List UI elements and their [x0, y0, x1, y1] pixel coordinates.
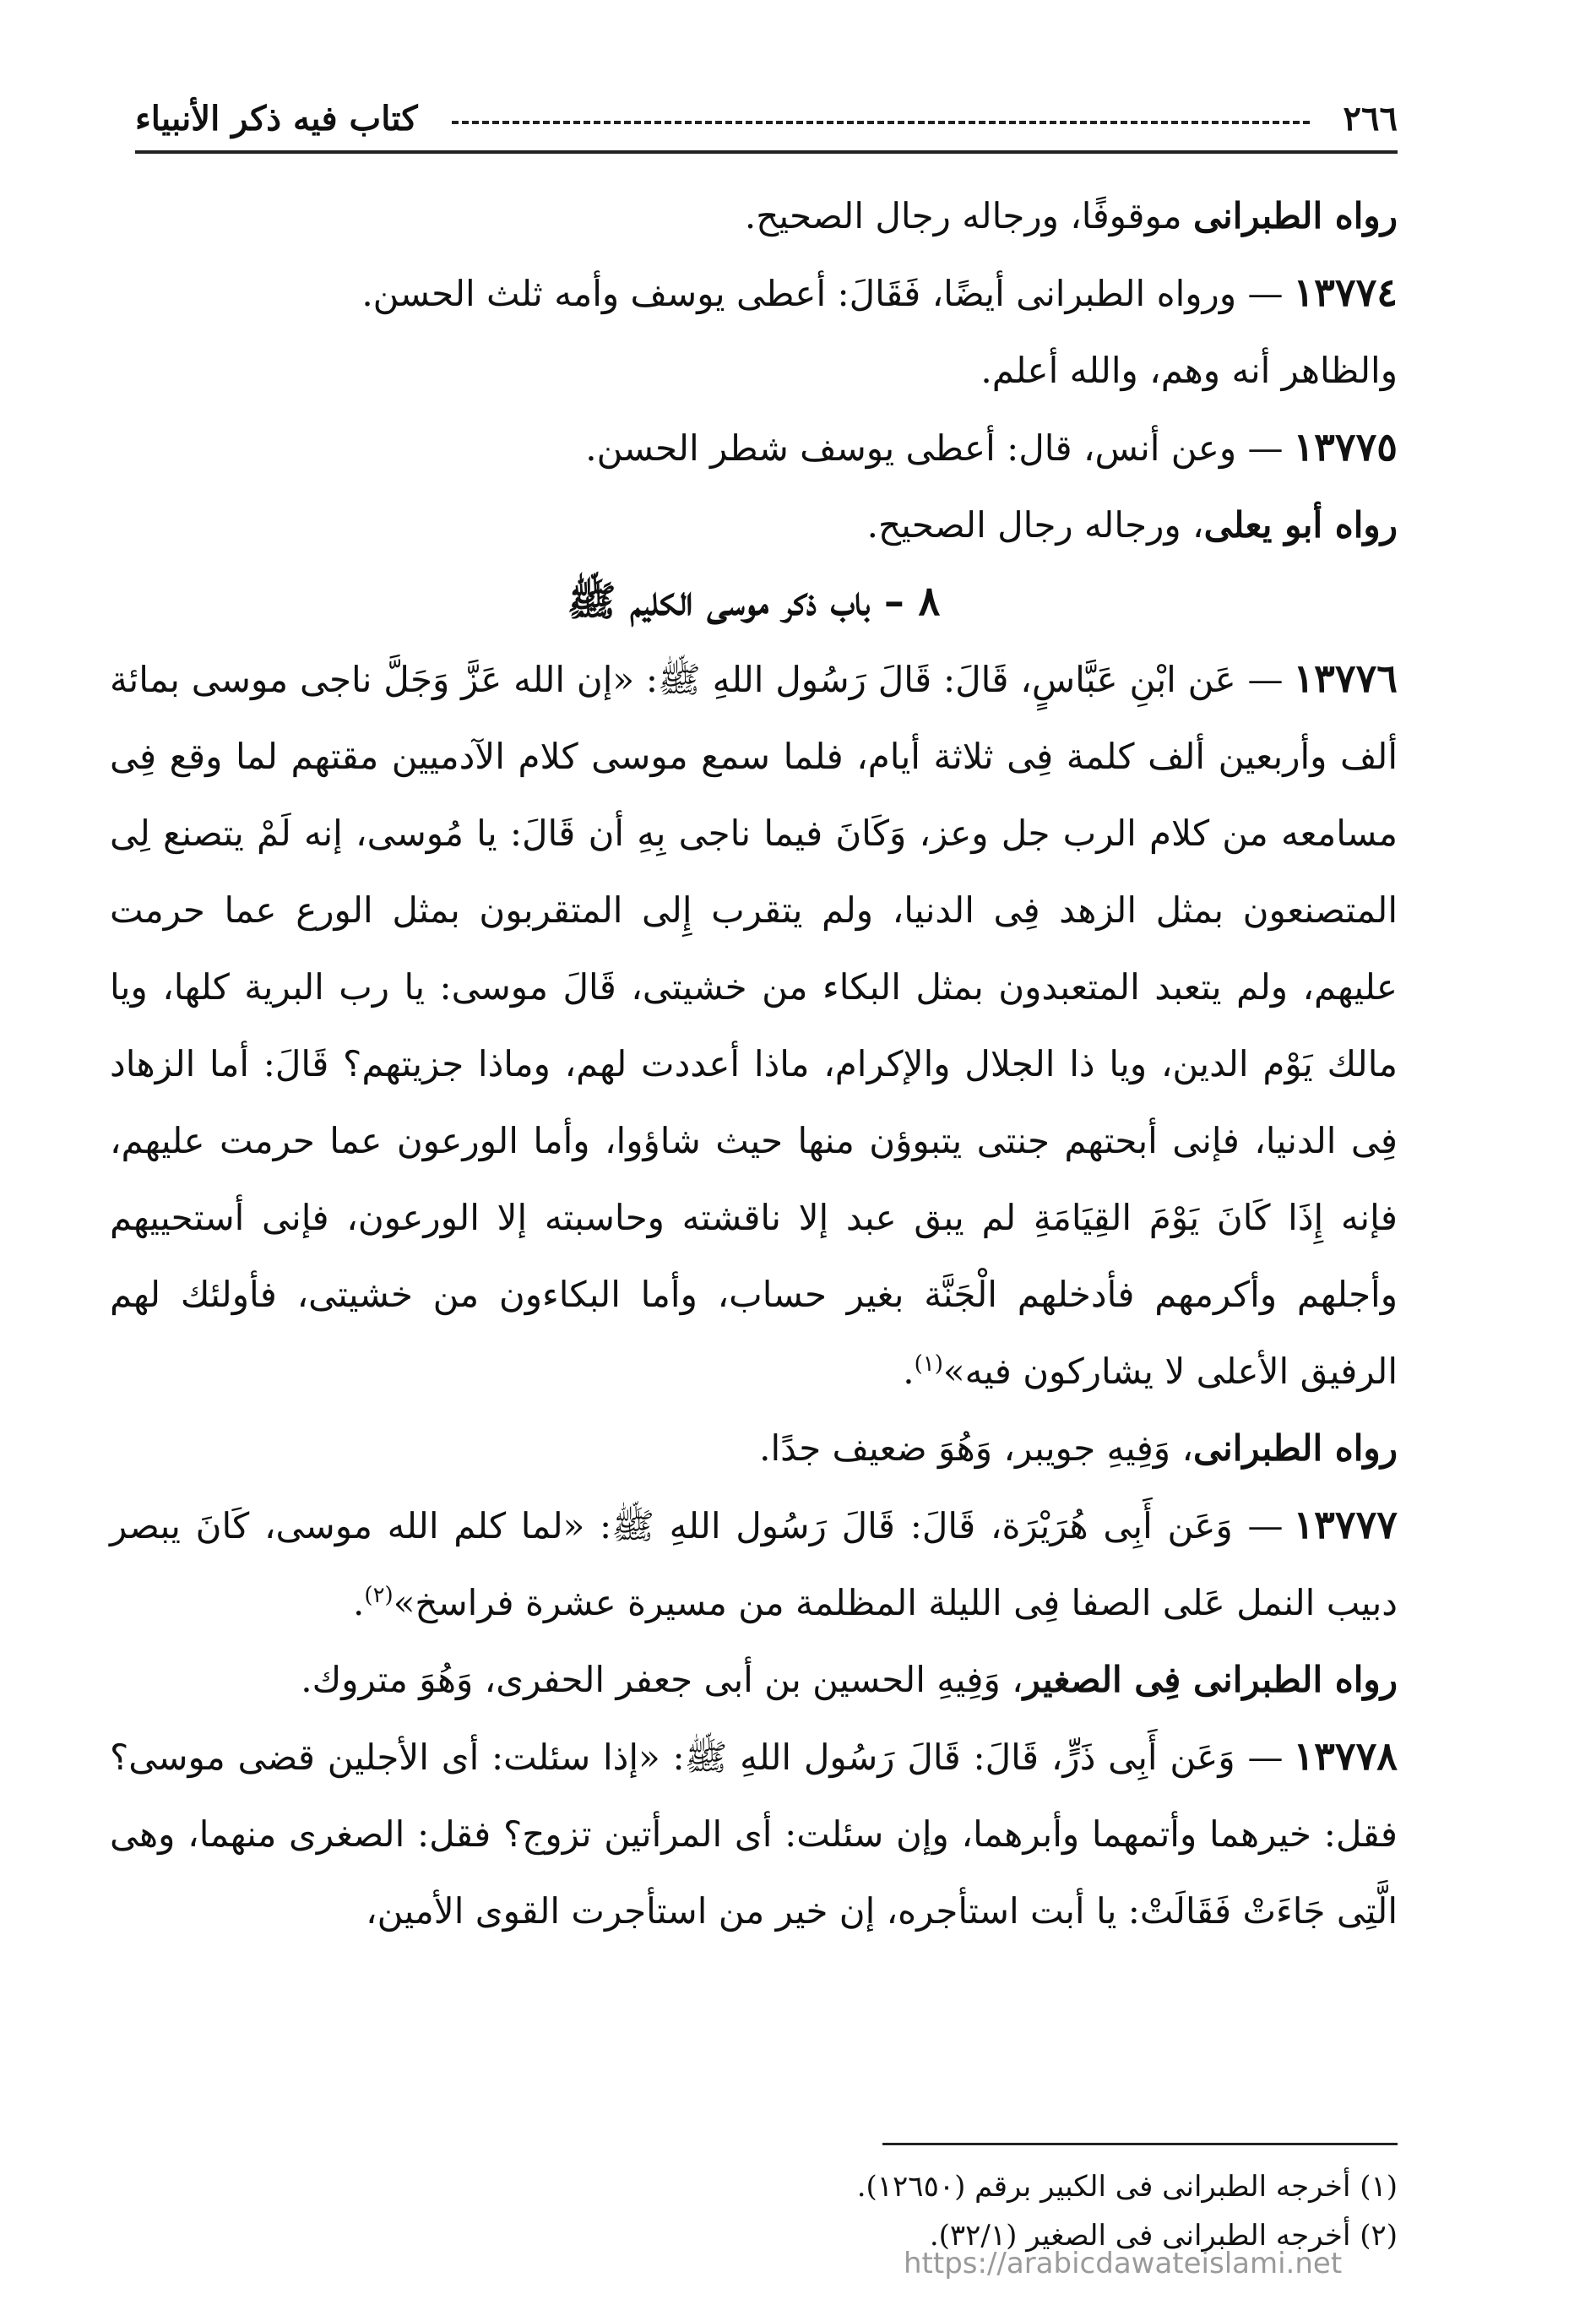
hadith-number: ١٣٧٧٧ [1293, 1502, 1398, 1547]
footnote-ref[interactable]: (١) [914, 1351, 943, 1377]
paragraph-text: — وَعَن أَبِى هُرَيْرَة، قَالَ: قَالَ رَسُول اللهِ ﷺ: «لما كلم الله موسى، كَانَ يبصر دبيب النمل عَلى الصفا فِى الليلة المظلمة من مسيرة عشرة فراسخ» [110, 1505, 1398, 1623]
footnote-rule [882, 2143, 1398, 2145]
footnote-ref[interactable]: (٢) [364, 1583, 394, 1608]
paragraph-text: ، وَفِيهِ الحسين بن أبى جعفر الحفرى، وَهُوَ متروك. [301, 1659, 1023, 1700]
header-dashes [452, 121, 1310, 124]
plain-paragraph [110, 332, 1398, 409]
hadith-paragraph [110, 254, 1398, 332]
footnote: (٢) أخرجه الطبرانى فى الصغير (٣٢/١). [929, 2219, 1398, 2253]
hadith-paragraph [110, 640, 1398, 1410]
paragraph-text: — وَعَن أَبِى ذَرٍّ، قَالَ: قَالَ رَسُول اللهِ ﷺ: «إذا سئلت: أى الأجلين قضى موسى؟ فقل: خيرهما وأتمهما وأبرهما، وإن سئلت: أى المرأتين تزوج؟ فقل: الصغرى منهما، وهى الَّتِى جَاءَتْ فَقَالَتْ: يا أبت استأجره، إن خير من استأجرت القوى الأمين، [110, 1737, 1398, 1932]
paragraph-text: ، ورجاله رجال الصحيح. [866, 504, 1204, 546]
source-name: رواه الطبرانى فِى الصغير [1023, 1659, 1398, 1700]
hadith-number: ١٣٧٧٦ [1293, 655, 1398, 701]
book-title: كتاب فيه ذكر الأنبياء [135, 98, 418, 139]
chapter-heading: ٨ – باب ذكر موسى الكليم ﷺ [567, 578, 941, 625]
footnote: (١) أخرجه الطبرانى فى الكبير برقم (١٢٦٥٠). [856, 2170, 1398, 2204]
page-number: ٢٦٦ [1343, 98, 1398, 139]
source-paragraph [110, 177, 1398, 254]
paragraph-end: . [353, 1582, 365, 1623]
main-text [110, 177, 1398, 1949]
footnotes [135, 2162, 1398, 2260]
watermark-url: https://arabicdawateislami.net [904, 2247, 1343, 2280]
paragraph-text: والظاهر أنه وهم، والله أعلم. [980, 350, 1398, 391]
paragraph-text: — ورواه الطبرانى أيضًا، فَقَالَ: أعطى يوسف وأمه ثلث الحسن. [361, 273, 1284, 314]
source-name: رواه أبو يعلى [1203, 504, 1398, 546]
source-paragraph [110, 1641, 1398, 1718]
hadith-number: ١٣٧٧٤ [1293, 269, 1398, 315]
hadith-paragraph [110, 1718, 1398, 1949]
paragraph-text: ، وَفِيهِ جويبر، وَهُوَ ضعيف جدًا. [759, 1427, 1193, 1469]
paragraph-text: — عَن ابْنِ عَبَّاسٍ، قَالَ: قَالَ رَسُول اللهِ ﷺ: «إن الله عَزَّ وَجَلَّ ناجى موسى بمائة ألف وأربعين ألف كلمة فِى ثلاثة أيام، فلما سمع موسى كلام الآدميين مقتهم لما وقع فِى مسامعه من كلام الرب جل وعز، وَكَانَ فيما ناجى بِهِ أن قَالَ: يا مُوسى، إنه لَمْ يتصنع لِى المتصنعون بمثل الزهد فِى الدنيا، ولم يتقرب إِلى المتقربون بمثل الورع عما حرمت عليهم، ولم يتعبد المتعبدون بمثل البكاء من خشيتى، قَالَ موسى: يا رب البرية كلها، ويا مالك يَوْم الدين، ويا ذا الجلال والإكرام، ماذا أعددت لهم، وماذا جزيتهم؟ قَالَ: أما الزهاد فِى الدنيا، فإنى أبحتهم جنتى يتبوؤن منها حيث شاؤوا، وأما الورعون عما حرمت عليهم، فإنه إِذَا كَانَ يَوْمَ القِيَامَةِ لم يبق عبد إلا ناقشته وحاسبته إلا الورعون، فإنى أستحييهم وأجلهم وأكرمهم فأدخلهم الْجَنَّة بغير حساب، وأما البكاءون من خشيتى، فأولئك لهم الرفيق الأعلى لا يشاركون فيه» [110, 659, 1398, 1392]
source-name: رواه الطبرانى [1193, 195, 1398, 236]
header-rule [135, 150, 1398, 154]
hadith-paragraph [110, 1487, 1398, 1641]
source-paragraph [110, 1410, 1398, 1487]
paragraph-text: موقوفًا، ورجاله رجال الصحيح. [744, 195, 1193, 236]
running-header [135, 89, 1398, 148]
hadith-number: ١٣٧٧٥ [1293, 424, 1398, 470]
hadith-paragraph [110, 409, 1398, 486]
source-name: رواه الطبرانى [1193, 1427, 1398, 1469]
paragraph-end: . [903, 1351, 915, 1392]
paragraph-text: — وعن أنس، قال: أعطى يوسف شطر الحسن. [585, 427, 1284, 469]
hadith-number: ١٣٧٧٨ [1293, 1733, 1398, 1779]
source-paragraph [110, 486, 1398, 563]
